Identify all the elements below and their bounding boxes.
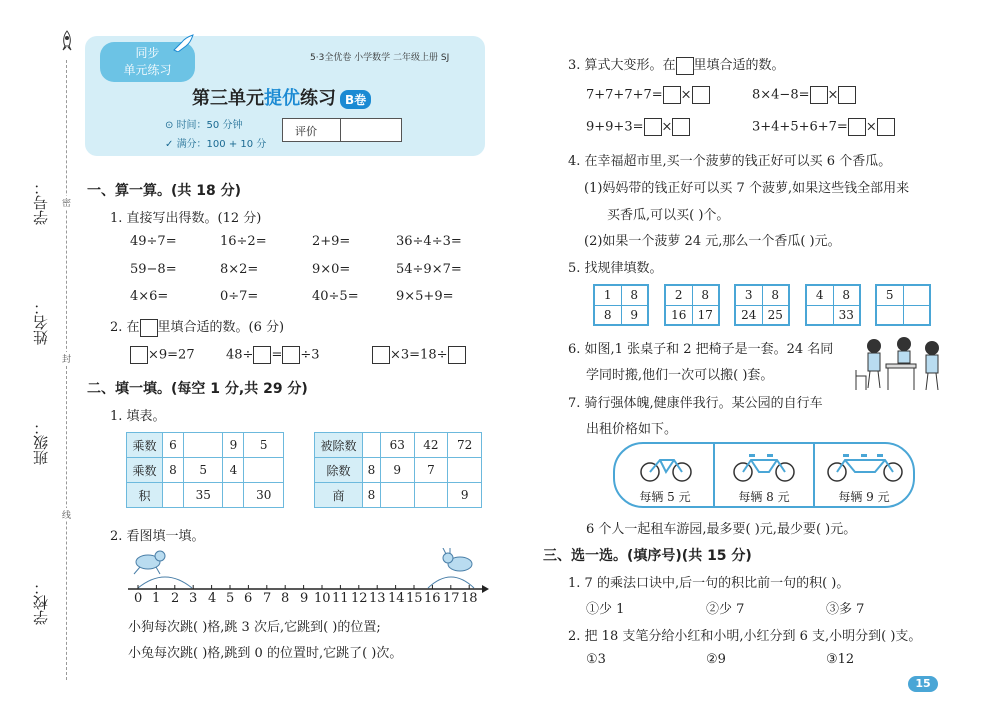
table-cell: 4	[806, 285, 833, 305]
table-cell[interactable]	[244, 458, 284, 483]
time-text: 时间：50 分钟	[176, 120, 243, 131]
calc-item: 49÷7=	[130, 234, 177, 249]
eq-op: ×	[680, 87, 692, 103]
s3-q1-option-3[interactable]: ③多 7	[826, 602, 865, 617]
binding-mark-feng: 封	[62, 352, 71, 365]
dog-icon	[134, 551, 165, 574]
table-cell: 2	[665, 285, 692, 305]
table-cell: 30	[244, 483, 284, 508]
table-cell[interactable]	[806, 305, 833, 325]
table-cell[interactable]	[876, 305, 903, 325]
table-cell: 3	[735, 285, 762, 305]
table-cell: 8	[363, 458, 381, 483]
q6-line2: 学同时搬,他们一次可以搬( )套。	[586, 368, 774, 383]
table-row	[315, 458, 482, 483]
answer-box[interactable]	[448, 346, 466, 364]
binding-mark-xian: 线	[62, 508, 71, 521]
time-info	[165, 116, 242, 131]
table-row	[315, 433, 482, 458]
s1-q1-title: 1. 直接写出得数。(12 分)	[110, 211, 262, 226]
q3-title	[568, 54, 785, 75]
q6-line1: 6. 如图,1 张桌子和 2 把椅子是一套。24 名同	[568, 342, 834, 357]
eq-text: 3+4+5+6+7=	[752, 119, 848, 135]
table-cell[interactable]	[363, 433, 381, 458]
table-cell: 72	[448, 433, 482, 458]
tick-label: 14	[388, 591, 405, 606]
answer-box[interactable]	[676, 57, 694, 75]
calc-item: 9×5+9=	[396, 289, 454, 304]
answer-box[interactable]	[838, 86, 856, 104]
answer-box[interactable]	[253, 346, 271, 364]
pattern-table-1	[593, 284, 649, 326]
bike-price-double: 每辆 8 元	[738, 490, 790, 504]
table-cell: 9	[223, 433, 244, 458]
divide-table	[314, 432, 482, 508]
q3-title-b: 里填合适的数。	[693, 58, 785, 73]
tick-label: 12	[351, 591, 368, 606]
score-text: 满分：100 + 10 分	[176, 139, 267, 150]
tick-label: 1	[152, 591, 161, 606]
rocket-badge-icon	[172, 34, 194, 56]
eq-op: ×	[661, 119, 673, 135]
triple-bike-icon	[827, 450, 903, 484]
s3-q2-option-3[interactable]: ③12	[826, 652, 855, 667]
s3-q1: 1. 7 的乘法口诀中,后一句的积比前一句的积( )。	[568, 576, 850, 591]
rabbit-icon	[442, 548, 472, 571]
table-cell: 8	[163, 458, 184, 483]
students-desk-illustration	[852, 336, 944, 398]
s3-q1-option-2[interactable]: ②少 7	[706, 602, 745, 617]
fill-equation-2	[226, 346, 320, 364]
table-cell: 9	[621, 305, 648, 325]
table-header-cell: 商	[315, 483, 363, 508]
tick-label: 5	[226, 591, 235, 606]
answer-box[interactable]	[877, 118, 895, 136]
table-row	[127, 433, 284, 458]
table-cell: 8	[833, 285, 860, 305]
answer-box[interactable]	[692, 86, 710, 104]
table-cell: 1	[594, 285, 621, 305]
table-cell: 8	[621, 285, 648, 305]
rocket-icon	[60, 30, 74, 56]
table-row	[127, 483, 284, 508]
badge-line1: 同步	[135, 46, 160, 60]
clock-icon: ⊙	[165, 120, 177, 131]
student-icon	[867, 339, 881, 388]
q3-item-4	[752, 118, 895, 136]
fill-equation-1	[130, 346, 195, 364]
q5-title: 5. 找规律填数。	[568, 261, 663, 276]
page-title	[192, 84, 371, 110]
table-cell[interactable]	[903, 305, 930, 325]
bike-price-single: 每辆 5 元	[639, 490, 691, 504]
q2-title-b: 里填合适的数。(6 分)	[157, 320, 285, 335]
student-icon	[897, 337, 911, 363]
q4-title: 4. 在幸福超市里,买一个菠萝的钱正好可以买 6 个香瓜。	[568, 154, 892, 169]
table-cell[interactable]	[380, 483, 414, 508]
table-cell: 35	[183, 483, 223, 508]
section1-title: 一、算一算。(共 18 分)	[87, 183, 242, 199]
q4-2: (2)如果一个菠萝 24 元,那么一个香瓜( )元。	[584, 234, 841, 249]
tick-label: 13	[369, 591, 386, 606]
pattern-table-3	[734, 284, 790, 326]
badge-line2: 单元练习	[123, 63, 172, 77]
calc-item: 2+9=	[312, 234, 351, 249]
s3-q2: 2. 把 18 支笔分给小红和小明,小红分到 6 支,小明分到( )支。	[568, 629, 922, 644]
table-header-cell: 积	[127, 483, 163, 508]
table-cell: 5	[183, 458, 223, 483]
pattern-table-4	[805, 284, 861, 326]
tick-label: 17	[443, 591, 460, 606]
school-label: 学校：	[32, 580, 50, 625]
table-cell[interactable]	[163, 483, 184, 508]
eq-text: 48÷	[226, 347, 254, 363]
eq-op: ×	[865, 119, 877, 135]
table-row	[315, 483, 482, 508]
table-row	[127, 458, 284, 483]
double-bike-icon	[733, 450, 795, 484]
answer-box[interactable]	[810, 86, 828, 104]
s2-q2-dog-text: 小狗每次跳( )格,跳 3 次后,它跳到( )的位置;	[128, 620, 381, 635]
single-bike-icon	[640, 450, 692, 484]
eq-text: =	[271, 347, 283, 363]
title-suffix: 练习	[300, 88, 336, 109]
q7-answer-line: 6 个人一起租车游园,最多要( )元,最少要( )元。	[586, 522, 857, 537]
section3-title: 三、选一选。(填序号)(共 15 分)	[543, 548, 752, 564]
eq-text: ÷3	[300, 347, 320, 363]
q7-line1: 7. 骑行强体魄,健康伴我行。某公园的自行车	[568, 396, 823, 411]
table-cell: 63	[380, 433, 414, 458]
q3-item-1	[586, 86, 710, 104]
pattern-table-2	[664, 284, 720, 326]
student-id-label: 学号：	[32, 180, 50, 225]
tick-label: 8	[281, 591, 290, 606]
page-number: 15	[908, 676, 938, 692]
pattern-table-5	[875, 284, 931, 326]
calc-item: 59−8=	[130, 262, 177, 277]
eq-text: 7+7+7+7=	[586, 87, 663, 103]
answer-box[interactable]	[663, 86, 681, 104]
calc-item: 36÷4÷3=	[396, 234, 462, 249]
s2-q2-title: 2. 看图填一填。	[110, 529, 205, 544]
s3-q2-option-1[interactable]: ①3	[586, 652, 606, 667]
desk-icon	[886, 364, 916, 390]
name-label: 姓名：	[32, 300, 50, 345]
tick-label: 15	[406, 591, 423, 606]
tick-label: 11	[332, 591, 349, 606]
q7-line2: 出租价格如下。	[586, 422, 678, 437]
table-cell: 8	[363, 483, 381, 508]
tick-label: 2	[171, 591, 180, 606]
s3-q1-option-1[interactable]: ①少 1	[586, 602, 625, 617]
bike-price-panel	[613, 442, 915, 508]
fill-equation-3	[372, 346, 466, 364]
q3-item-3	[586, 118, 690, 136]
tick-label: 4	[208, 591, 217, 606]
s2-q2-rabbit-text: 小兔每次跳( )格,跳到 0 的位置时,它跳了( )次。	[128, 646, 403, 661]
tick-label: 0	[134, 591, 143, 606]
table-cell: 5	[244, 433, 284, 458]
calc-item: 40÷5=	[312, 289, 359, 304]
table-cell[interactable]	[183, 433, 223, 458]
table-cell: 9	[380, 458, 414, 483]
s1-q2-title	[110, 316, 284, 337]
table-cell: 33	[833, 305, 860, 325]
binding-mark-mi: 密	[62, 196, 71, 209]
answer-box[interactable]	[672, 118, 690, 136]
table-cell: 16	[665, 305, 692, 325]
table-cell: 17	[692, 305, 719, 325]
tick-label: 10	[314, 591, 331, 606]
eq-text: ×3=18÷	[390, 347, 448, 363]
table-header-cell: 除数	[315, 458, 363, 483]
table-cell: 7	[414, 458, 448, 483]
answer-box[interactable]	[282, 346, 300, 364]
class-label: 班级：	[32, 420, 50, 465]
table-cell[interactable]	[414, 483, 448, 508]
q4-1b: 买香瓜,可以买( )个。	[607, 208, 730, 223]
q3-title-a: 3. 算式大变形。在	[568, 58, 676, 73]
title-highlight: 提优	[264, 88, 300, 109]
table-header-cell: 乘数	[127, 433, 163, 458]
table-header-cell: 被除数	[315, 433, 363, 458]
table-cell: 6	[163, 433, 184, 458]
evaluation-label: 评价	[295, 125, 317, 138]
table-cell: 8	[594, 305, 621, 325]
bike-price-triple: 每辆 9 元	[838, 490, 890, 504]
table-cell[interactable]	[448, 458, 482, 483]
eq-text: 8×4−8=	[752, 87, 810, 103]
calc-item: 54÷9×7=	[396, 262, 462, 277]
tick-label: 18	[461, 591, 478, 606]
calc-item: 9×0=	[312, 262, 351, 277]
multiply-table	[126, 432, 284, 508]
calc-item: 16÷2=	[220, 234, 267, 249]
section2-title: 二、填一填。(每空 1 分,共 29 分)	[87, 381, 308, 397]
q2-title-a: 2. 在	[110, 320, 140, 335]
check-icon: ✓	[165, 139, 177, 150]
binding-line	[66, 60, 67, 680]
chair-icon	[856, 370, 866, 390]
student-icon	[925, 341, 939, 390]
q3-item-2	[752, 86, 856, 104]
score-info	[165, 135, 266, 150]
answer-box[interactable]	[644, 118, 662, 136]
eq-text: 9+9+3=	[586, 119, 644, 135]
evaluation-box[interactable]	[282, 118, 402, 142]
tick-label: 3	[189, 591, 198, 606]
table-header-cell: 乘数	[127, 458, 163, 483]
q4-1a: (1)妈妈带的钱正好可以买 7 个菠萝,如果这些钱全部用来	[584, 181, 910, 196]
table-cell: 25	[762, 305, 789, 325]
answer-box[interactable]	[372, 346, 390, 364]
number-line-labels	[126, 591, 486, 607]
answer-box[interactable]	[130, 346, 148, 364]
tick-label: 6	[244, 591, 253, 606]
s3-q2-option-2[interactable]: ②9	[706, 652, 726, 667]
s2-q1-title: 1. 填表。	[110, 409, 166, 424]
table-cell: 8	[692, 285, 719, 305]
table-cell[interactable]	[903, 285, 930, 305]
answer-box[interactable]	[140, 319, 158, 337]
calc-item: 0÷7=	[220, 289, 259, 304]
dog-jump-arc	[138, 577, 192, 588]
juan-badge: B卷	[340, 90, 371, 109]
table-cell: 4	[223, 458, 244, 483]
table-cell: 24	[735, 305, 762, 325]
eq-text: ×9=27	[148, 347, 195, 363]
publication-info: 5·3全优卷 小学数学 二年级上册 SJ	[310, 53, 450, 63]
table-cell: 42	[414, 433, 448, 458]
tick-label: 16	[424, 591, 441, 606]
calc-item: 8×2=	[220, 262, 259, 277]
table-cell[interactable]	[223, 483, 244, 508]
answer-box[interactable]	[848, 118, 866, 136]
tick-label: 7	[263, 591, 272, 606]
table-cell: 8	[762, 285, 789, 305]
title-prefix: 第三单元	[192, 88, 264, 109]
tick-label: 9	[300, 591, 309, 606]
eq-op: ×	[827, 87, 839, 103]
table-cell: 9	[448, 483, 482, 508]
calc-item: 4×6=	[130, 289, 169, 304]
table-cell: 5	[876, 285, 903, 305]
